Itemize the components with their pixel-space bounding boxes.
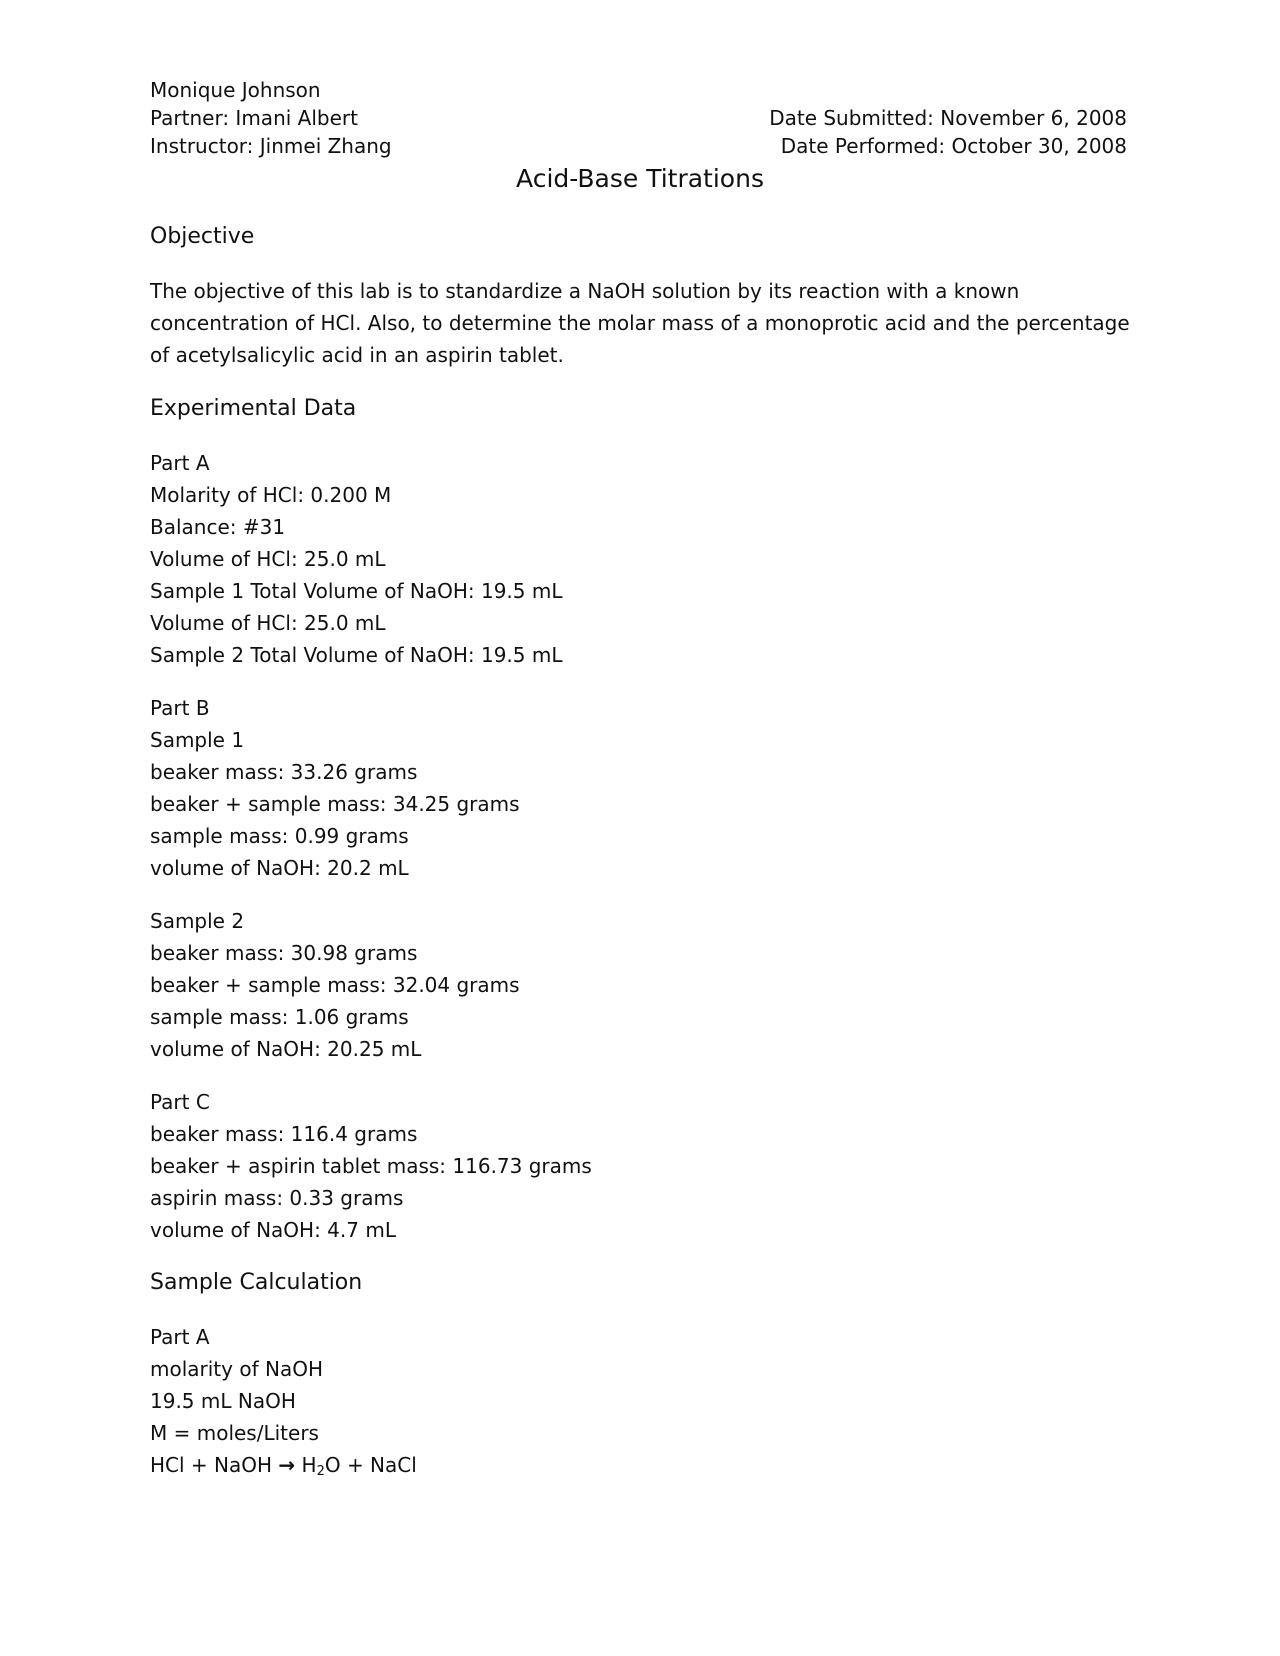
equation-hydrogen: H [301, 1453, 317, 1477]
data-line: volume of NaOH: 20.25 mL [150, 1037, 422, 1061]
data-line: Volume of HCl: 25.0 mL [150, 547, 386, 571]
data-line: beaker + aspirin tablet mass: 116.73 grams [150, 1154, 592, 1178]
reaction-arrow-icon: → [278, 1453, 296, 1477]
data-line: Balance: #31 [150, 515, 286, 539]
date-info [769, 104, 1127, 160]
part-c-data [150, 1086, 1130, 1246]
data-line: beaker mass: 33.26 grams [150, 760, 418, 784]
data-line: Sample 1 Total Volume of NaOH: 19.5 mL [150, 579, 563, 603]
data-line: Molarity of HCl: 0.200 M [150, 483, 392, 507]
data-line: Sample 2 Total Volume of NaOH: 19.5 mL [150, 643, 563, 667]
sample-calculation-heading: Sample Calculation [150, 1270, 363, 1295]
part-a-label: Part A [150, 1325, 210, 1349]
calculation-line: 19.5 mL NaOH [150, 1389, 296, 1413]
part-a-label: Part A [150, 451, 210, 475]
author-info [150, 76, 392, 160]
part-b-sample-2-data [150, 905, 1130, 1065]
data-line: aspirin mass: 0.33 grams [150, 1186, 404, 1210]
data-line: Volume of HCl: 25.0 mL [150, 611, 386, 635]
instructor-name: Instructor: Jinmei Zhang [150, 134, 392, 158]
part-b-sample-1-data [150, 692, 1130, 884]
objective-heading: Objective [150, 224, 255, 249]
data-line: volume of NaOH: 20.2 mL [150, 856, 409, 880]
data-line: sample mass: 1.06 grams [150, 1005, 409, 1029]
document-body [150, 221, 1130, 1509]
data-line: volume of NaOH: 4.7 mL [150, 1218, 396, 1242]
part-c-label: Part C [150, 1090, 210, 1114]
author-name: Monique Johnson [150, 78, 321, 102]
sample-label: Sample 1 [150, 728, 245, 752]
date-submitted: Date Submitted: November 6, 2008 [769, 106, 1127, 130]
data-line: sample mass: 0.99 grams [150, 824, 409, 848]
reaction-equation [150, 1449, 1130, 1488]
part-b-label: Part B [150, 696, 210, 720]
document-title: Acid-Base Titrations [516, 164, 764, 193]
calculation-part-a [150, 1321, 1130, 1488]
data-line: beaker mass: 116.4 grams [150, 1122, 418, 1146]
calculation-line: molarity of NaOH [150, 1357, 323, 1381]
experimental-data-heading: Experimental Data [150, 396, 357, 421]
equation-reactants: HCl + NaOH [150, 1453, 273, 1477]
equation-subscript: 2 [316, 1464, 325, 1479]
calculation-line: M = moles/Liters [150, 1421, 319, 1445]
objective-text: The objective of this lab is to standardize a NaOH solution by its reaction with a known concentration of HCl. Also, to determine the molar mass of a monoprotic acid and the percentage of acetylsalicylic acid in an aspirin tablet. [150, 279, 1130, 367]
data-line: beaker + sample mass: 34.25 grams [150, 792, 520, 816]
equation-products: O + NaCl [324, 1453, 417, 1477]
date-performed: Date Performed: October 30, 2008 [780, 134, 1127, 158]
data-line: beaker + sample mass: 32.04 grams [150, 973, 520, 997]
part-a-data [150, 447, 1130, 671]
sample-label: Sample 2 [150, 909, 245, 933]
data-line: beaker mass: 30.98 grams [150, 941, 418, 965]
partner-name: Partner: Imani Albert [150, 106, 358, 130]
